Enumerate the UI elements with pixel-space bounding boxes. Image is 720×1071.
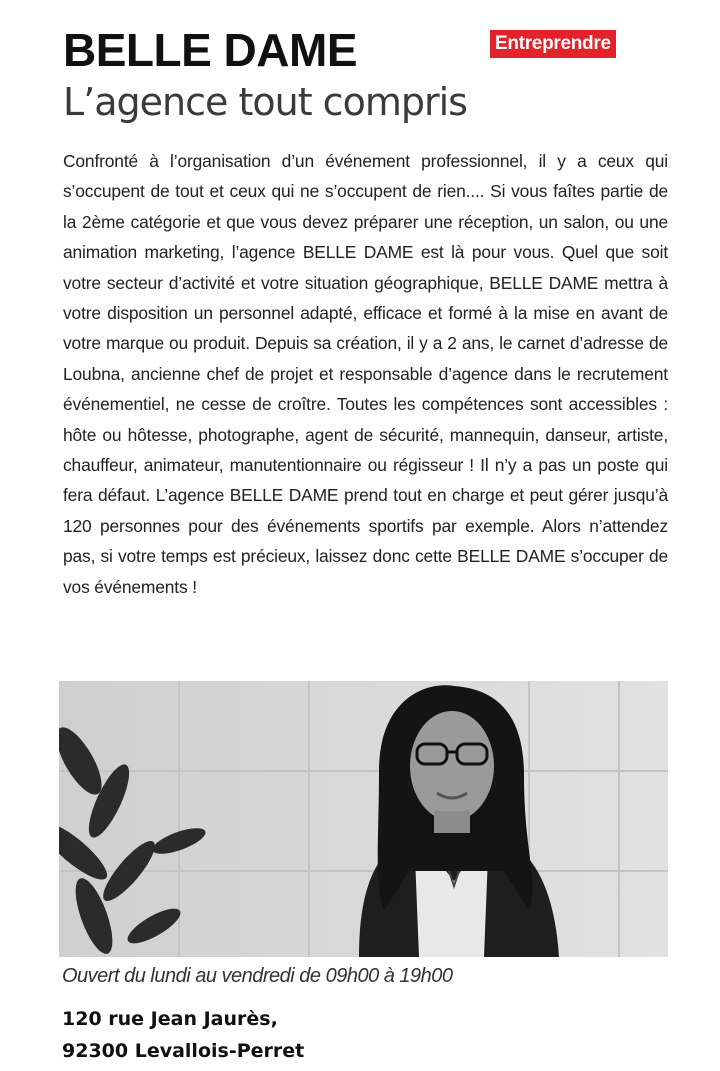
article-body: Confronté à l’organisation d’un événement professionnel, il y a ceux qui s’occupent de tout et ceux qui ne s’occupent de rien.... Si vous faîtes partie de la 2ème catégorie et que vous devez préparer une réception, un salon, ou une animation marketing, l’agence BELLE DAME est là pour vous. Quel que soit votre secteur d’activité et votre situation géographique, BELLE DAME mettra à votre disposition un personnel adapté, efficace et formé à la mise en avant de votre marque ou produit. Depuis sa création, il y a 2 ans, le carnet d’adresse de Loubna, ancienne chef de projet et responsable d’agence dans le recrutement événementiel, ne cesse de croître. Toutes les compétences sont accessibles : hôte ou hôtesse, photographe, agent de sécurité, mannequin, danseur, artiste, chauffeur, animateur, manutentionnaire ou régisseur ! Il n’y a pas un poste qui fera défaut. L’agence BELLE DAME prend tout en charge et peut gérer jusqu’à 120 personnes pour des événements sportifs par exemple. Alors n’attendez pas, si votre temps est précieux, laissez donc cette BELLE DAME s’occuper de vos événements !: [63, 151, 668, 597]
address-city: 92300 Levallois-Perret: [62, 1040, 305, 1062]
article-title: BELLE DAME: [63, 24, 357, 76]
opening-hours: Ouvert du lundi au vendredi de 09h00 à 19h00: [62, 965, 453, 987]
category-badge: Entreprendre: [490, 30, 616, 58]
portrait-photo: [59, 681, 668, 957]
article-subtitle: L’agence tout compris: [63, 80, 467, 124]
address-street: 120 rue Jean Jaurès,: [62, 1008, 278, 1030]
